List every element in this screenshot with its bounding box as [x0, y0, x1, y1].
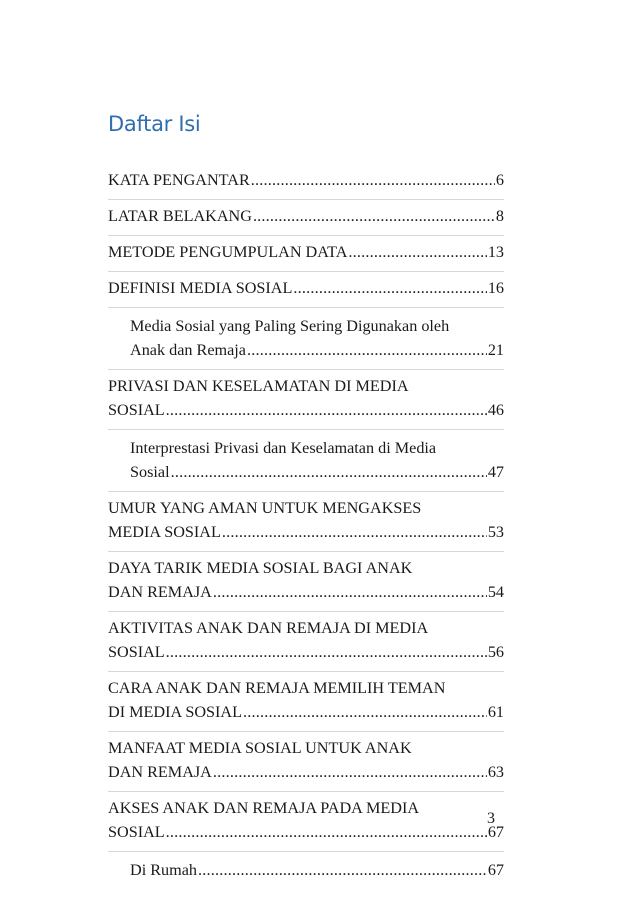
toc-entry-title: Di Rumah	[130, 861, 197, 879]
toc-entry-title: DEFINISI MEDIA SOSIAL	[108, 279, 293, 297]
toc-subentry[interactable]	[108, 308, 504, 370]
toc-entry[interactable]	[108, 200, 504, 236]
toc-entry[interactable]	[108, 552, 504, 612]
toc-page-number: 21	[487, 341, 504, 359]
toc-entry-line	[130, 858, 504, 882]
dot-leader	[166, 820, 487, 844]
toc-entry-title: AKTIVITAS ANAK DAN REMAJA DI MEDIA	[108, 619, 429, 637]
toc-entry-title: DAYA TARIK MEDIA SOSIAL BAGI ANAK	[108, 559, 413, 577]
toc-entry-line	[130, 338, 504, 362]
dot-leader	[293, 276, 486, 300]
toc-entry-line	[108, 374, 504, 398]
toc-entry-line	[108, 496, 504, 520]
toc-page-number: 67	[487, 823, 504, 841]
toc-entry-title: UMUR YANG AMAN UNTUK MENGAKSES	[108, 499, 422, 517]
toc-entry-title: Anak dan Remaja	[130, 341, 246, 359]
toc-entry-line	[108, 168, 504, 192]
dot-leader	[253, 204, 495, 228]
toc-entry[interactable]	[108, 164, 504, 200]
toc-entry-line	[108, 580, 504, 604]
toc-entry[interactable]	[108, 272, 504, 308]
dot-leader	[222, 520, 487, 544]
dot-leader	[166, 640, 487, 664]
toc-entry-title: Interprestasi Privasi dan Keselamatan di Media	[130, 439, 437, 457]
toc-entry-line	[108, 240, 504, 264]
toc-entry-title: SOSIAL	[108, 401, 165, 419]
toc-entry-line	[108, 820, 504, 844]
toc-entry-line	[108, 760, 504, 784]
toc-entry[interactable]	[108, 672, 504, 732]
dot-leader	[213, 580, 487, 604]
toc-entry-line	[108, 640, 504, 664]
toc-entry-line	[108, 700, 504, 724]
toc-entry[interactable]	[108, 492, 504, 552]
dot-leader	[247, 338, 487, 362]
toc-page-number: 47	[487, 463, 504, 481]
toc-page-number: 16	[487, 279, 504, 297]
toc-entry[interactable]	[108, 792, 504, 852]
toc-page-number: 63	[487, 763, 504, 781]
toc-subentry[interactable]	[108, 430, 504, 492]
toc-entry[interactable]	[108, 612, 504, 672]
toc-entry-line	[108, 676, 504, 700]
dot-leader	[198, 858, 487, 882]
toc-entry-line	[130, 436, 504, 460]
toc-entry-title: SOSIAL	[108, 643, 165, 661]
dot-leader	[243, 700, 487, 724]
toc-entry-title: SOSIAL	[108, 823, 165, 841]
toc-entry-line	[108, 736, 504, 760]
toc-entry[interactable]	[108, 236, 504, 272]
toc-entry[interactable]	[108, 732, 504, 792]
toc-entry[interactable]	[108, 370, 504, 430]
toc-heading: Daftar Isi	[108, 112, 201, 136]
toc-entry-line	[108, 276, 504, 300]
toc-entry-line	[108, 398, 504, 422]
toc-page-number: 8	[495, 207, 504, 225]
toc-entry-line	[108, 520, 504, 544]
page-number: 3	[487, 810, 495, 827]
toc-entry-line	[108, 556, 504, 580]
table-of-contents	[108, 164, 504, 889]
dot-leader	[251, 168, 495, 192]
toc-entry-title: DI MEDIA SOSIAL	[108, 703, 242, 721]
toc-page-number: 53	[487, 523, 504, 541]
toc-entry-line	[130, 460, 504, 484]
toc-page-number: 13	[487, 243, 504, 261]
toc-entry-line	[108, 796, 504, 820]
toc-entry-title: METODE PENGUMPULAN DATA	[108, 243, 348, 261]
dot-leader	[166, 398, 487, 422]
dot-leader	[348, 240, 486, 264]
toc-page-number: 6	[495, 171, 504, 189]
toc-page-number: 46	[487, 401, 504, 419]
toc-entry-title: PRIVASI DAN KESELAMATAN DI MEDIA	[108, 377, 409, 395]
toc-page-number: 54	[487, 583, 504, 601]
toc-page-number: 56	[487, 643, 504, 661]
toc-page-number: 67	[487, 861, 504, 879]
toc-entry-title: LATAR BELAKANG	[108, 207, 252, 225]
toc-entry-title: AKSES ANAK DAN REMAJA PADA MEDIA	[108, 799, 420, 817]
toc-entry-title: KATA PENGANTAR	[108, 171, 250, 189]
toc-entry-title: MANFAAT MEDIA SOSIAL UNTUK ANAK	[108, 739, 412, 757]
toc-entry-line	[130, 314, 504, 338]
toc-entry-title: DAN REMAJA	[108, 763, 212, 781]
toc-entry-line	[108, 616, 504, 640]
toc-entry-line	[108, 204, 504, 228]
toc-subentry[interactable]	[108, 852, 504, 889]
toc-entry-title: Sosial	[130, 463, 170, 481]
toc-entry-title: CARA ANAK DAN REMAJA MEMILIH TEMAN	[108, 679, 446, 697]
dot-leader	[171, 460, 487, 484]
toc-entry-title: DAN REMAJA	[108, 583, 212, 601]
toc-page-number: 61	[487, 703, 504, 721]
toc-entry-title: Media Sosial yang Paling Sering Digunakan oleh	[130, 317, 450, 335]
dot-leader	[213, 760, 487, 784]
toc-entry-title: MEDIA SOSIAL	[108, 523, 221, 541]
